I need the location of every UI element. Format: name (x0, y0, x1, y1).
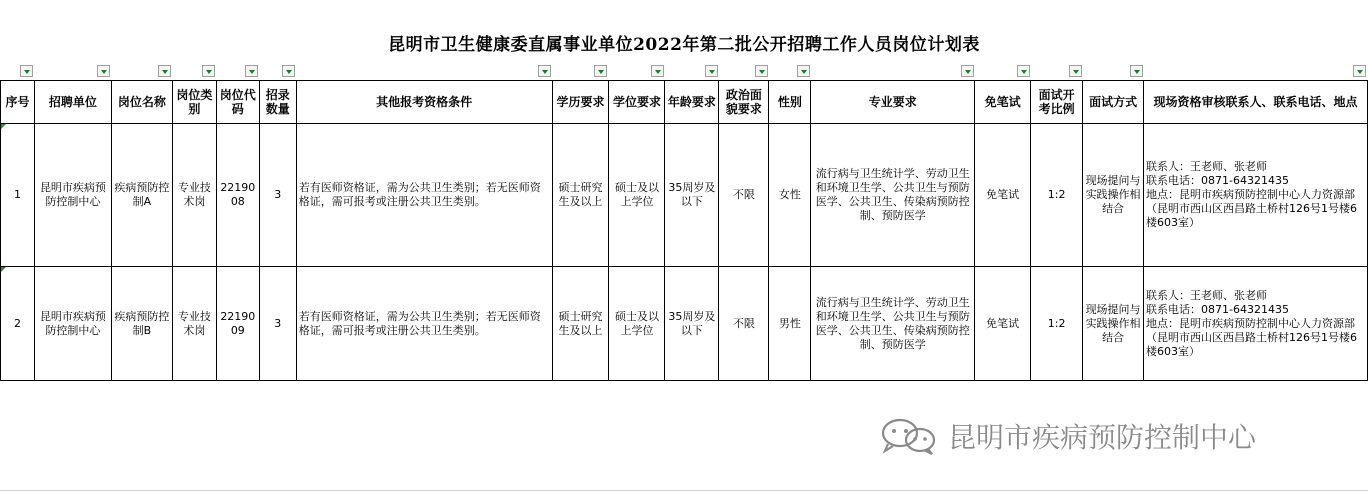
header-cell[interactable]: 岗位类别 (172, 81, 216, 124)
header-cell[interactable]: 学位要求 (609, 81, 665, 124)
cell-degree[interactable]: 硕士及以上学位 (609, 267, 665, 381)
filter-dropdown-icon[interactable] (20, 65, 33, 77)
wechat-icon (878, 417, 938, 455)
header-cell[interactable]: 政治面貌要求 (719, 81, 769, 124)
header-cell[interactable]: 年龄要求 (665, 81, 719, 124)
header-cell[interactable]: 招聘单位 (34, 81, 111, 124)
cell-post[interactable]: 疾病预防控制A (111, 124, 172, 267)
cell-ratio[interactable]: 1:2 (1031, 124, 1083, 267)
cell-ratio[interactable]: 1:2 (1031, 267, 1083, 381)
filter-dropdown-icon[interactable] (158, 65, 171, 77)
cell-interview[interactable]: 现场提问与实践操作相结合 (1083, 124, 1144, 267)
header-cell[interactable]: 序号 (1, 81, 35, 124)
watermark-text: 昆明市疾病预防控制中心 (948, 421, 1257, 454)
cell-political[interactable]: 不限 (719, 124, 769, 267)
cell-other[interactable]: 若有医师资格证，需为公共卫生类别；若无医师资格证，需可报考或注册公共卫生类别。 (296, 267, 552, 381)
watermark (878, 416, 1256, 456)
filter-dropdown-icon[interactable] (755, 65, 768, 77)
cell-code[interactable]: 2219009 (216, 267, 259, 381)
filter-dropdown-icon[interactable] (961, 65, 974, 77)
cell-age[interactable]: 35周岁及以下 (665, 267, 719, 381)
filter-dropdown-icon[interactable] (651, 65, 664, 77)
header-row (1, 81, 1368, 124)
filter-dropdown-icon[interactable] (97, 65, 110, 77)
filter-dropdown-icon[interactable] (797, 65, 810, 77)
cell-interview[interactable]: 现场提问与实践操作相结合 (1083, 267, 1144, 381)
header-cell[interactable]: 学历要求 (552, 81, 609, 124)
filter-dropdown-icon[interactable] (282, 65, 295, 77)
filter-dropdown-icon[interactable] (1017, 65, 1030, 77)
cell-unit[interactable]: 昆明市疾病预防控制中心 (34, 267, 111, 381)
table-row (1, 267, 1368, 381)
cell-education[interactable]: 硕士研究生及以上 (552, 124, 609, 267)
autofilter-row (0, 64, 1368, 80)
cell-major[interactable]: 流行病与卫生统计学、劳动卫生和环境卫生学、公共卫生与预防医学、公共卫生、传染病预防控制、预防医学 (811, 124, 975, 267)
header-cell[interactable]: 性别 (769, 81, 811, 124)
cell-marker-icon (1, 267, 6, 272)
cell-marker-icon (1, 124, 6, 129)
cell-political[interactable]: 不限 (719, 267, 769, 381)
cell-contact[interactable]: 联系人：王老师、张老师 联系电话：0871-64321435 地点：昆明市疾病预防控制中心人力资源部（昆明市西山区西昌路土桥村126号1号楼6楼603室） (1144, 124, 1368, 267)
cell-education[interactable]: 硕士研究生及以上 (552, 267, 609, 381)
filter-dropdown-icon[interactable] (202, 65, 215, 77)
filter-dropdown-icon[interactable] (1353, 65, 1366, 77)
header-cell[interactable]: 面试方式 (1083, 81, 1144, 124)
cell-gender[interactable]: 男性 (769, 267, 811, 381)
cell-no[interactable]: 2 (1, 267, 35, 381)
header-cell[interactable]: 免笔试 (975, 81, 1031, 124)
cell-category[interactable]: 专业技术岗 (172, 124, 216, 267)
cell-exempt[interactable]: 免笔试 (975, 124, 1031, 267)
cell-contact[interactable]: 联系人：王老师、张老师 联系电话：0871-64321435 地点：昆明市疾病预防控制中心人力资源部（昆明市西山区西昌路土桥村126号1号楼6楼603室） (1144, 267, 1368, 381)
sheet-title: 昆明市卫生健康委直属事业单位2022年第二批公开招聘工作人员岗位计划表 (388, 35, 980, 55)
header-cell[interactable]: 其他报考资格条件 (296, 81, 552, 124)
cell-post[interactable]: 疾病预防控制B (111, 267, 172, 381)
header-cell[interactable]: 专业要求 (811, 81, 975, 124)
cell-age[interactable]: 35周岁及以下 (665, 124, 719, 267)
header-cell[interactable]: 招录数量 (259, 81, 296, 124)
header-cell[interactable]: 面试开考比例 (1031, 81, 1083, 124)
cell-degree[interactable]: 硕士及以上学位 (609, 124, 665, 267)
cell-exempt[interactable]: 免笔试 (975, 267, 1031, 381)
job-plan-table (0, 80, 1368, 381)
cell-count[interactable]: 3 (259, 267, 296, 381)
filter-dropdown-icon[interactable] (538, 65, 551, 77)
filter-dropdown-icon[interactable] (1130, 65, 1143, 77)
cell-category[interactable]: 专业技术岗 (172, 267, 216, 381)
filter-dropdown-icon[interactable] (705, 65, 718, 77)
header-cell[interactable]: 岗位代码 (216, 81, 259, 124)
filter-dropdown-icon[interactable] (594, 65, 607, 77)
header-cell[interactable]: 现场资格审核联系人、联系电话、地点 (1144, 81, 1368, 124)
divider (0, 490, 1368, 491)
cell-other[interactable]: 若有医师资格证，需为公共卫生类别；若无医师资格证，需可报考或注册公共卫生类别。 (296, 124, 552, 267)
cell-major[interactable]: 流行病与卫生统计学、劳动卫生和环境卫生学、公共卫生与预防医学、公共卫生、传染病预防控制、预防医学 (811, 267, 975, 381)
cell-no[interactable]: 1 (1, 124, 35, 267)
cell-code[interactable]: 2219008 (216, 124, 259, 267)
header-cell[interactable]: 岗位名称 (111, 81, 172, 124)
filter-dropdown-icon[interactable] (245, 65, 258, 77)
filter-dropdown-icon[interactable] (1069, 65, 1082, 77)
table-row (1, 124, 1368, 267)
cell-count[interactable]: 3 (259, 124, 296, 267)
cell-gender[interactable]: 女性 (769, 124, 811, 267)
cell-unit[interactable]: 昆明市疾病预防控制中心 (34, 124, 111, 267)
